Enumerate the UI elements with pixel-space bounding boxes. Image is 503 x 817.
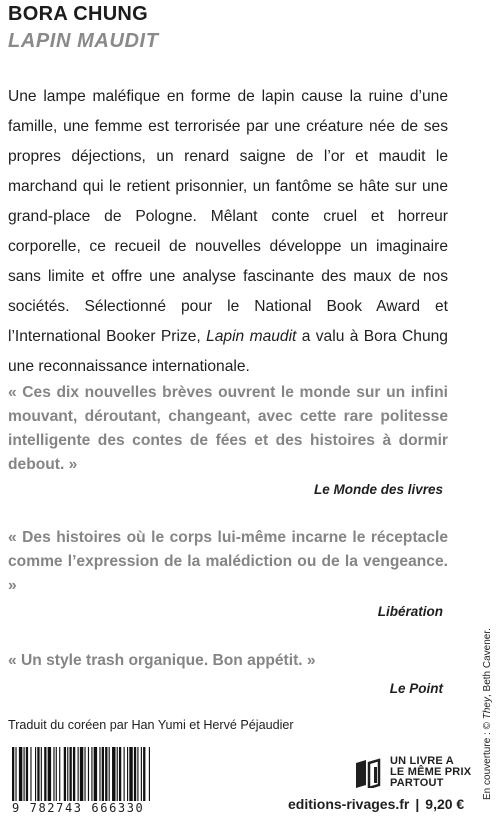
barcode-bar xyxy=(35,747,36,803)
quote-1: « Ces dix nouvelles brèves ouvrent le monde sur un infini mouvant, déroutant, changeant, avec cette rare politesse intelligente des contes de fées et des histoires à dormir debout. » xyxy=(8,384,448,473)
book-logo-icon xyxy=(354,758,384,788)
blurb-text-start: Une lampe maléfique en forme de lapin cause la ruine d’une famille, une femme est terrorisée par une créature née de ses propres déjections, un renard saigne de l’or et maudit le marchand qui le retient prisonnier, un fantôme se hâte sur une grand-place de Pologne. Mêlant conte cruel et horreur corporelle, ce recueil de nouvelles développe un imaginaire sans limite et offre une analyse fascinante des maux de nos sociétés. Sélectionné pour le National Book Award et l’International Booker Prize, xyxy=(8,88,448,345)
promo-line-2: LE MÊME PRIX xyxy=(390,766,472,778)
barcode-bar xyxy=(56,747,57,803)
translator-credit: Traduit du coréen par Han Yumi et Hervé Péjaudier xyxy=(8,718,294,732)
barcode-bar xyxy=(102,747,104,803)
barcode-bar xyxy=(30,747,31,803)
single-price-badge xyxy=(354,756,471,789)
barcode-bar xyxy=(80,747,83,803)
cover-credit-suffix: , Beth Cavener. xyxy=(482,628,493,698)
barcode-bar xyxy=(134,747,136,803)
cover-credit-artwork: They xyxy=(482,697,493,720)
barcode-bar xyxy=(37,747,39,803)
barcode-bar xyxy=(143,747,145,803)
quote-3-source: Le Point xyxy=(389,681,443,696)
barcode-bar xyxy=(44,747,46,803)
blurb-text-end: a valu à Bora Chung une reconnaissance internationale. xyxy=(8,328,448,375)
quote-2-source: Libération xyxy=(377,604,443,619)
quote-2: « Des histoires où le corps lui-même incarne le réceptacle comme l’expression de la malédiction ou de la vengeance. » xyxy=(8,529,448,594)
promo-line-1: UN LIVRE A xyxy=(390,755,454,767)
barcode-bar xyxy=(137,747,138,803)
barcode xyxy=(8,747,193,815)
barcode-bar xyxy=(84,747,85,803)
blurb-title-italic: Lapin maudit xyxy=(206,328,297,345)
barcode-bar xyxy=(15,747,16,803)
barcode-bar xyxy=(141,747,142,803)
barcode-bar xyxy=(94,747,97,803)
barcode-bar xyxy=(105,747,107,803)
barcode-bar xyxy=(26,747,28,803)
barcode-bar xyxy=(88,747,89,803)
single-price-text xyxy=(390,756,471,789)
barcode-bar xyxy=(67,747,68,803)
barcode-bar xyxy=(53,747,54,803)
barcode-bar xyxy=(117,747,118,803)
publisher-website[interactable]: editions-rivages.fr xyxy=(288,796,410,812)
publisher-footer xyxy=(288,796,464,812)
barcode-bar xyxy=(24,747,25,803)
barcode-bar xyxy=(19,747,22,803)
barcode-bar xyxy=(109,747,110,803)
blurb-paragraph xyxy=(8,82,448,382)
book-title: LAPIN MAUDIT xyxy=(8,30,159,52)
barcode-bar xyxy=(129,747,132,803)
promo-line-3: PARTOUT xyxy=(390,777,444,789)
barcode-bar xyxy=(119,747,121,803)
barcode-bar xyxy=(48,747,51,803)
barcode-bar xyxy=(124,747,125,803)
barcode-bar xyxy=(99,747,100,803)
cover-credit xyxy=(482,600,493,800)
cover-credit-prefix: En couverture : © xyxy=(482,719,493,800)
barcode-bar xyxy=(112,747,115,803)
book-price: 9,20 € xyxy=(425,796,465,812)
barcode-bar xyxy=(127,747,128,803)
barcode-bar xyxy=(70,747,72,803)
barcode-bar xyxy=(78,747,79,803)
barcode-bar xyxy=(64,747,66,803)
barcode-bar xyxy=(73,747,75,803)
barcode-bar xyxy=(59,747,60,803)
barcode-bar xyxy=(149,747,150,803)
footer-separator: | xyxy=(415,796,420,812)
barcode-digits: 9 782743 666330 xyxy=(12,801,193,815)
barcode-bar xyxy=(41,747,42,803)
barcode-bar xyxy=(91,747,92,803)
quote-3: « Un style trash organique. Bon appétit. » xyxy=(8,652,316,669)
barcode-bar xyxy=(12,747,14,803)
quote-1-source: Le Monde des livres xyxy=(313,482,443,497)
author-name: BORA CHUNG xyxy=(8,3,149,25)
